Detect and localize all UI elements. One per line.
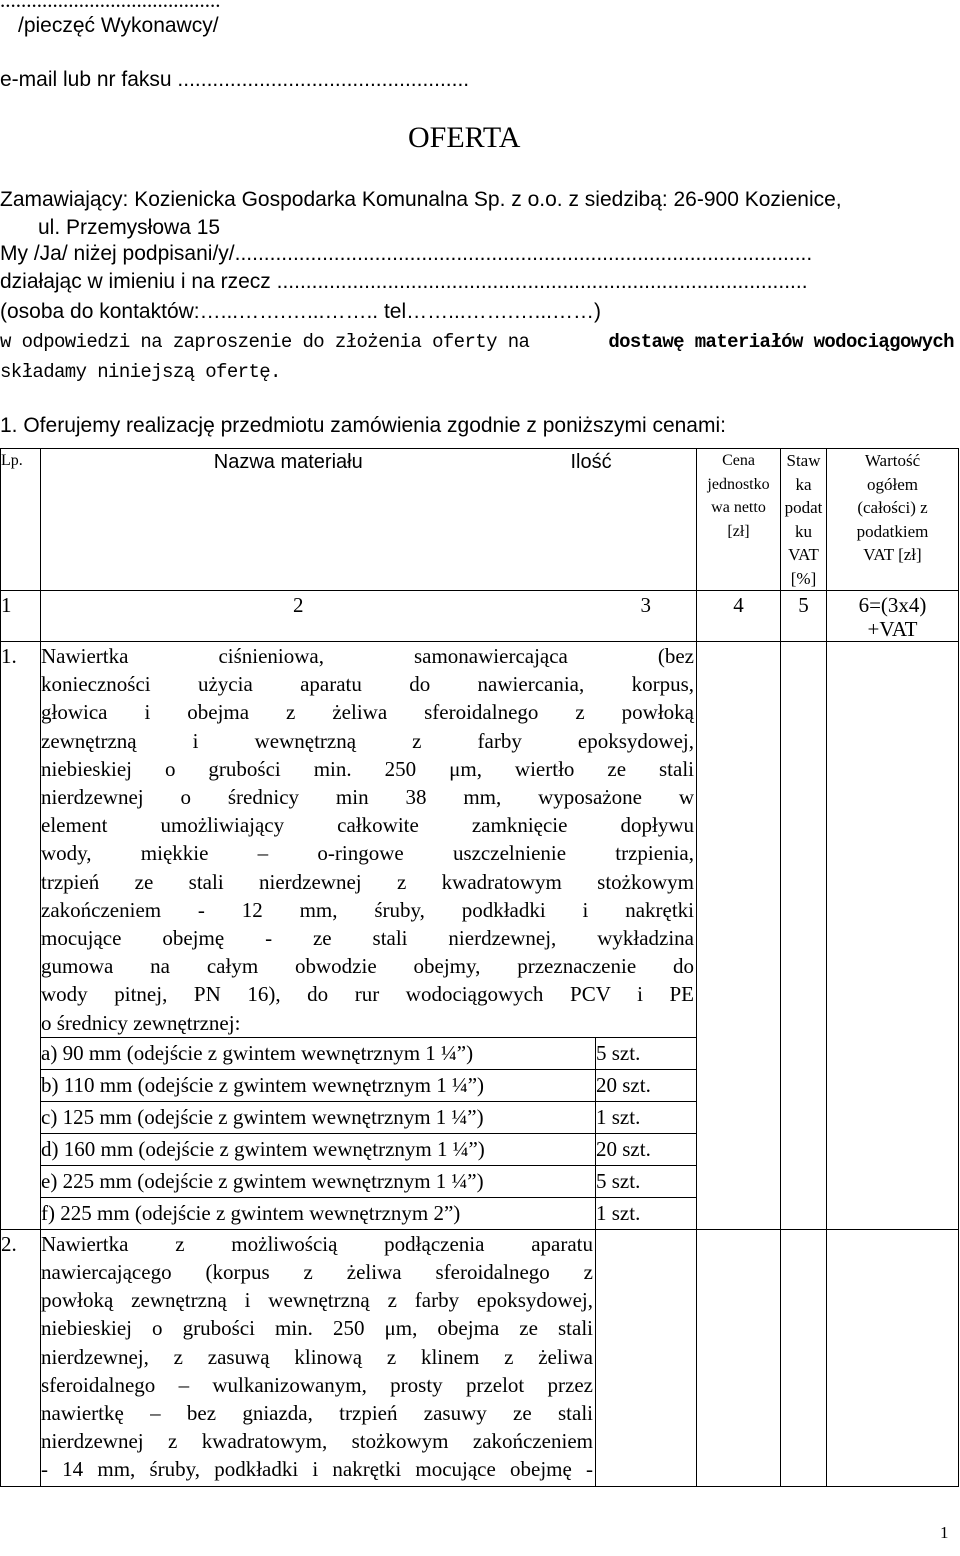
header-vat-l2: ka — [795, 474, 812, 494]
header-price-l2: jednostko — [707, 475, 770, 493]
item-2-line: nierdzewnej, z zasuwą klinową z klinem z żeliwa — [41, 1344, 593, 1369]
item-1-line: mocujące obejmę - ze stali nierdzewnej, wykładzina — [41, 926, 694, 951]
item-2-line: niebieskiej o grubości min. 250 μm, obejma ze stali — [41, 1316, 593, 1341]
table-number-row — [1, 591, 959, 642]
item-1-line: niebieskiej o grubości min. 250 μm, wiertło ze stali — [41, 756, 694, 781]
document-title: OFERTA — [408, 121, 521, 154]
col-number-1: 1 — [1, 591, 41, 642]
header-vat-l4: ku — [795, 521, 812, 541]
intro-line-6-bold: dostawę materiałów wodociągowych — [608, 331, 954, 353]
header-total-l3: (całości) z — [857, 498, 928, 517]
header-qty: Ilość — [570, 451, 612, 473]
item-1-price — [697, 642, 781, 1230]
item-1-line: wody, miękkie – o-ringowe uszczelnienie trzpienia, — [41, 841, 694, 866]
header-name: Nazwa materiału — [213, 451, 363, 473]
item-2-line: - 14 mm, śruby, podkładki i nakrętki mocujące obejmę - — [41, 1457, 593, 1482]
item-2-description — [41, 1229, 596, 1486]
item-1-line: Nawiertka ciśnieniowa, samonawiercająca (bez — [41, 644, 694, 668]
subitem-d-text: d) 160 mm (odejście z gwintem wewnętrznym 1 ¼”) — [41, 1133, 596, 1165]
subitem-e-qty: 5 szt. — [596, 1165, 697, 1197]
header-price-l4: [zł] — [727, 522, 750, 540]
dots-top: .......................................... — [0, 0, 221, 12]
intro-line-4: działając w imieniu i na rzecz ........................................................................................... — [0, 270, 808, 293]
item-1-line: o średnicy zewnętrznej: — [41, 1010, 241, 1035]
header-vat — [781, 449, 827, 591]
subitem-f-text: f) 225 mm (odejście z gwintem wewnętrznym 2”) — [41, 1197, 596, 1229]
subitem-c-qty: 1 szt. — [596, 1101, 697, 1133]
item-1-line: zewnętrzną i wewnętrzną z farby epoksydowej, — [41, 728, 694, 753]
col-number-6-l1: 6=(3x4) — [858, 593, 927, 617]
header-vat-l6: [%] — [790, 568, 817, 588]
subitem-b-text: b) 110 mm (odejście z gwintem wewnętrznym 1 ¼”) — [41, 1069, 596, 1101]
header-vat-l3: podat — [784, 498, 823, 517]
intro-line-6-text: w odpowiedzi na zaproszenie do złożenia oferty na — [0, 331, 530, 353]
header-vat-l1: Staw — [786, 451, 821, 470]
col-number-5: 5 — [781, 591, 827, 642]
item-2-line: nawiertkę – bez gniazda, trzpień zasuwy ze stali — [41, 1401, 593, 1426]
intro-line-3: My /Ja/ niżej podpisani/y/................................................................................................... — [0, 242, 813, 265]
item-1-vat — [781, 642, 827, 1230]
intro-line-1: Zamawiający: Kozienicka Gospodarka Komunalna Sp. z o.o. z siedzibą: 26-900 Kozienice, — [0, 188, 842, 211]
item-1-line: głowica i obejma z żeliwa sferoidalnego z powłoką — [41, 700, 694, 725]
intro-line-7: składamy niniejszą ofertę. — [0, 361, 281, 383]
item-2-price — [697, 1229, 781, 1486]
header-price-l1: Cena — [722, 452, 755, 469]
contact-line: (osoba do kontaktów:…...…….…...…….. tel……...…….…...……) — [0, 300, 601, 323]
item-1-line: trzpień ze stali nierdzewnej z kwadratowym stożkowym — [41, 869, 694, 894]
subitem-d-qty: 20 szt. — [596, 1133, 697, 1165]
point-1-line: 1. Oferujemy realizację przedmiotu zamówienia zgodnie z poniższymi cenami: — [0, 414, 726, 437]
table-header-row — [1, 449, 959, 591]
col-number-2: 2 — [41, 591, 596, 642]
col-number-6-l2: +VAT — [867, 617, 918, 641]
item-2-lp: 2. — [1, 1229, 41, 1486]
header-total — [827, 449, 959, 591]
stamp-label: /pieczęć Wykonawcy/ — [18, 14, 219, 37]
header-price-l3: wa netto — [711, 499, 766, 516]
header-price — [697, 449, 781, 591]
header-total-l1: Wartość — [864, 451, 921, 470]
header-qty-cell — [570, 449, 697, 591]
subitem-c-text: c) 125 mm (odejście z gwintem wewnętrznym 1 ¼”) — [41, 1101, 596, 1133]
item-1-total — [827, 642, 959, 1230]
item-2-line: nawiercającego (korpus z żeliwa sferoidalnego z — [41, 1260, 593, 1285]
item-2-line: powłoką zewnętrzną i wewnętrzną z farby epoksydowej, — [41, 1288, 593, 1313]
header-name-cell — [41, 449, 596, 591]
col-number-3: 3 — [596, 591, 697, 642]
item-2-line: nierdzewnej z kwadratowym, stożkowym zakończeniem — [41, 1429, 593, 1454]
item-2-line: Nawiertka z możliwością podłączenia aparatu — [41, 1231, 593, 1256]
col-number-6 — [827, 591, 959, 642]
subitem-a-text: a) 90 mm (odejście z gwintem wewnętrznym 1 ¼”) — [41, 1037, 596, 1069]
item-1-line: zakończeniem - 12 mm, śruby, podkładki i nakrętki — [41, 897, 694, 922]
header-total-l2: ogółem — [867, 474, 918, 494]
item-1-line: element umożliwiający całkowite zamknięcie dopływu — [41, 813, 694, 838]
price-table — [0, 448, 959, 1487]
header-vat-l5: VAT — [788, 545, 819, 564]
header-total-l4: podatkiem — [856, 521, 929, 541]
subitem-a-qty: 5 szt. — [596, 1037, 697, 1069]
item-1-line: gumowa na całym obwodzie obejmy, przeznaczenie do — [41, 954, 694, 979]
item-2-vat — [781, 1229, 827, 1486]
item-1-line: wody pitnej, PN 16), do rur wodociągowych PCV i PE — [41, 982, 694, 1007]
item-1-line: nierdzewnej o średnicy min 38 mm, wyposażone w — [41, 785, 694, 810]
item-2-line: sferoidalnego – wulkanizowanym, prosty przelot przez — [41, 1372, 593, 1397]
header-lp: Lp. — [1, 449, 41, 591]
table-row-item-1 — [1, 642, 959, 1038]
item-1-line: konieczności użycia aparatu do nawiercania, korpus, — [41, 672, 694, 697]
header-total-l5: VAT [zł] — [863, 545, 922, 564]
col-number-4: 4 — [697, 591, 781, 642]
item-2-qty — [596, 1229, 697, 1486]
subitem-b-qty: 20 szt. — [596, 1069, 697, 1101]
page-number: 1 — [940, 1523, 949, 1542]
table-row-item-2 — [1, 1229, 959, 1486]
intro-line-2: ul. Przemysłowa 15 — [38, 216, 221, 239]
subitem-e-text: e) 225 mm (odejście z gwintem wewnętrznym 1 ¼”) — [41, 1165, 596, 1197]
intro-line-6 — [0, 328, 954, 356]
item-1-description — [41, 642, 697, 1038]
item-2-total — [827, 1229, 959, 1486]
subitem-f-qty: 1 szt. — [596, 1197, 697, 1229]
email-fax-line: e-mail lub nr faksu .................................................. — [0, 68, 470, 91]
item-1-lp: 1. — [1, 642, 41, 1230]
